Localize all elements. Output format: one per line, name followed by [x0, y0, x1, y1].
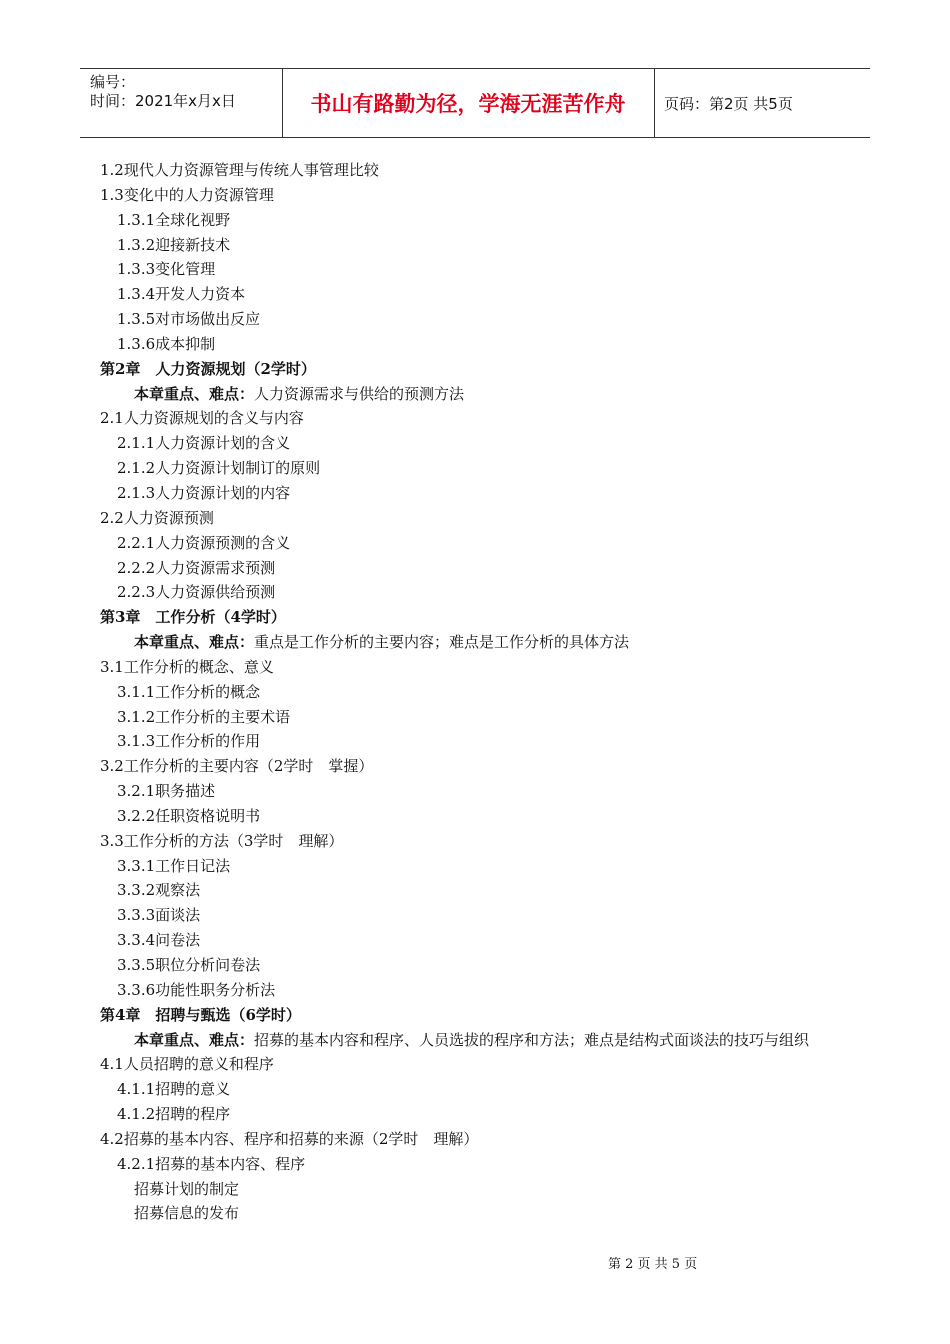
key-points-paragraph [100, 382, 860, 407]
page-header [80, 68, 870, 138]
sub-point-item: 招募计划的制定 [134, 1179, 240, 1198]
subsection-item: 2.1.1人力资源计划的含义 [117, 434, 291, 453]
header-divider [654, 69, 655, 137]
subsection-item: 4.2.1招募的基本内容、程序 [117, 1154, 306, 1173]
subsection-item: 1.3.4开发人力资本 [117, 285, 246, 304]
subsection-item: 4.1.1招聘的意义 [117, 1080, 231, 1099]
subsection-item: 1.3.3变化管理 [117, 260, 216, 279]
subsection-item: 1.3.6成本抑制 [117, 334, 216, 353]
subsection-item: 2.2.3人力资源供给预测 [117, 583, 276, 602]
section-item: 3.3工作分析的方法（3学时 理解） [100, 831, 344, 850]
sub-point-item: 招募信息的发布 [134, 1204, 240, 1223]
key-points-label: 本章重点、难点： [134, 633, 255, 652]
subsection-item: 4.1.2招聘的程序 [117, 1105, 231, 1124]
subsection-item: 3.3.2观察法 [117, 881, 201, 900]
subsection-item: 2.1.3人力资源计划的内容 [117, 483, 291, 502]
page-info: 页码：第2页 共5页 [664, 94, 793, 113]
subsection-item: 1.3.5对市场做出反应 [117, 310, 261, 329]
section-item: 1.2现代人力资源管理与传统人事管理比较 [100, 161, 379, 179]
key-points-paragraph [100, 1028, 860, 1053]
header-motto: 书山有路勤为径，学海无涯苦作舟 [310, 92, 626, 116]
key-points-paragraph [100, 630, 860, 655]
key-points-text: 人力资源需求与供给的预测方法 [254, 384, 465, 403]
section-item: 3.2工作分析的主要内容（2学时 掌握） [100, 757, 374, 776]
subsection-item: 2.2.1人力资源预测的含义 [117, 533, 291, 552]
document-body [100, 158, 860, 1226]
subsection-item: 3.3.6功能性职务分析法 [117, 980, 276, 999]
number-label: 编号： [90, 73, 136, 91]
date-label: 时间：2021年x月x日 [90, 92, 236, 110]
key-points-label: 本章重点、难点： [134, 384, 255, 403]
chapter-heading: 第4章 招聘与甄选（6学时） [100, 1005, 301, 1024]
chapter-heading: 第2章 人力资源规划（2学时） [100, 359, 316, 378]
subsection-item: 3.3.1工作日记法 [117, 856, 231, 875]
subsection-item: 2.2.2人力资源需求预测 [117, 558, 276, 577]
section-item: 4.1人员招聘的意义和程序 [100, 1055, 274, 1074]
key-points-text: 重点是工作分析的主要内容；难点是工作分析的具体方法 [254, 633, 630, 652]
section-item: 2.2人力资源预测 [100, 508, 214, 527]
subsection-item: 3.1.2工作分析的主要术语 [117, 707, 291, 726]
subsection-item: 3.2.2任职资格说明书 [117, 806, 261, 825]
section-item: 1.3变化中的人力资源管理 [100, 185, 274, 204]
subsection-item: 3.2.1职务描述 [117, 782, 216, 801]
subsection-item: 3.3.4问卷法 [117, 931, 201, 950]
subsection-item: 1.3.1全球化视野 [117, 210, 231, 229]
section-item: 3.1工作分析的概念、意义 [100, 657, 274, 676]
page-footer: 第 2 页 共 5 页 [608, 1257, 698, 1272]
subsection-item: 2.1.2人力资源计划制订的原则 [117, 459, 321, 478]
chapter-heading: 第3章 工作分析（4学时） [100, 608, 286, 627]
subsection-item: 3.1.3工作分析的作用 [117, 732, 261, 751]
section-item: 4.2招募的基本内容、程序和招募的来源（2学时 理解） [100, 1129, 479, 1148]
key-points-text: 招募的基本内容和程序、人员选拔的程序和方法；难点是结构式面谈法的技巧与组织 [254, 1030, 810, 1049]
subsection-item: 3.3.5职位分析问卷法 [117, 956, 261, 974]
subsection-item: 3.3.3面谈法 [117, 906, 201, 925]
subsection-item: 1.3.2迎接新技术 [117, 235, 231, 254]
key-points-label: 本章重点、难点： [134, 1030, 255, 1049]
section-item: 2.1人力资源规划的含义与内容 [100, 409, 304, 428]
subsection-item: 3.1.1工作分析的概念 [117, 682, 261, 701]
header-left [90, 73, 236, 111]
